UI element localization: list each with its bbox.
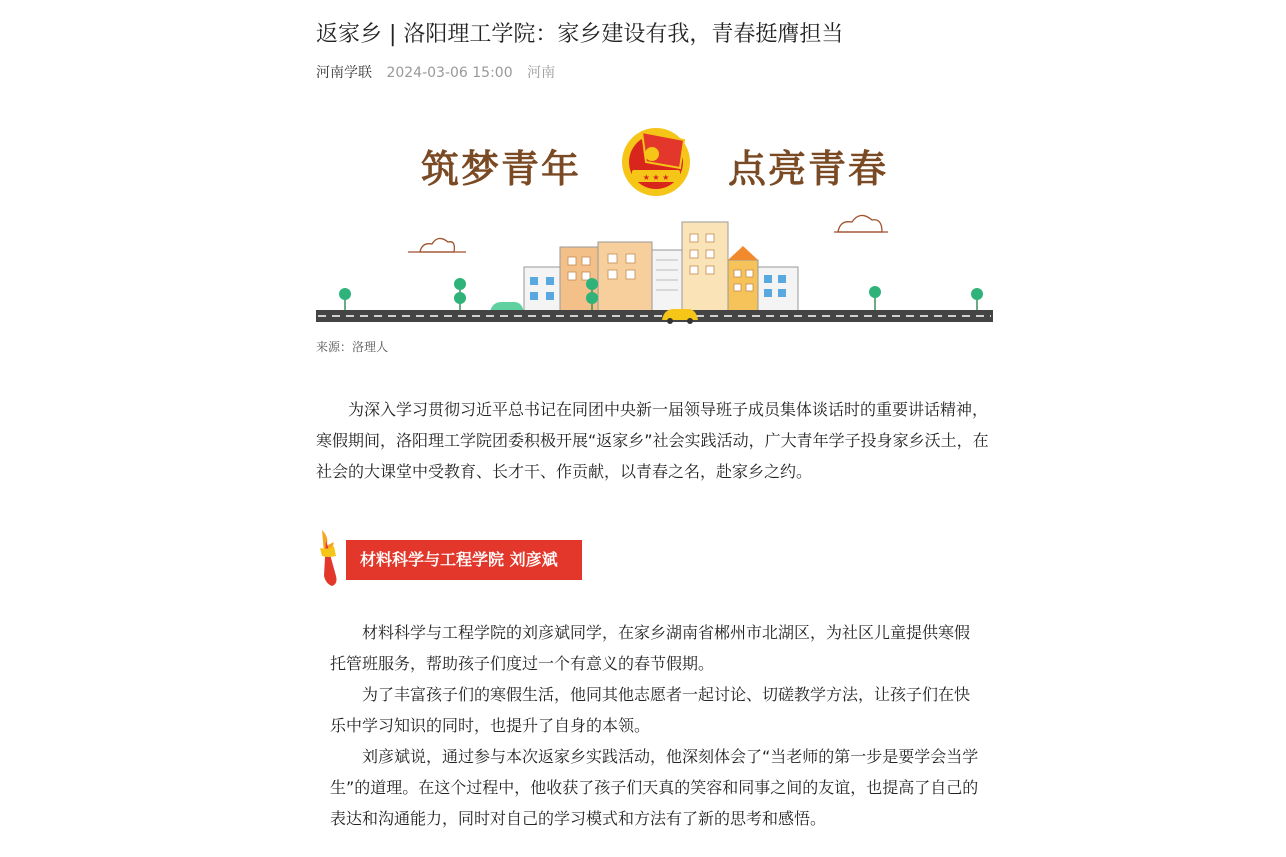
section-body xyxy=(330,617,980,834)
image-caption: 来源：洛理人 xyxy=(316,340,389,354)
publish-time: 2024-03-06 15:00 xyxy=(386,65,513,81)
author-link[interactable]: 河南学联 xyxy=(316,65,372,81)
banner-image xyxy=(316,112,993,327)
section-label: 材料科学与工程学院 刘彦斌 xyxy=(360,550,558,569)
banner-right-text: 点亮青春 xyxy=(728,147,889,191)
intro-paragraph: 为深入学习贯彻习近平总书记在同团中央新一届领导班子成员集体谈话时的重要讲话精神，寒假期间，洛阳理工学院团委积极开展“返家乡”社会实践活动，广大青年学子投身家乡沃土，在社会的大课堂中受教育、长才干、作贡献，以青春之名，赴家乡之约。 xyxy=(316,400,989,481)
region-label: 河南 xyxy=(527,65,556,81)
youth-league-emblem-icon xyxy=(622,128,690,196)
article-title: 返家乡 | 洛阳理工学院：家乡建设有我，青春挺膺担当 xyxy=(316,22,844,47)
torch-icon xyxy=(320,530,337,586)
svg-text:★ ★ ★: ★ ★ ★ xyxy=(642,173,670,182)
section-heading xyxy=(316,528,586,588)
body-paragraph: 刘彦斌说，通过参与本次返家乡实践活动，他深刻体会了“当老师的第一步是要学会当学生”的道理。在这个过程中，他收获了孩子们天真的笑容和同事之间的友谊，也提高了自己的表达和沟通能力，同时对自己的学习模式和方法有了新的思考和感悟。 xyxy=(330,747,979,828)
article-meta xyxy=(316,62,555,84)
body-paragraph: 为了丰富孩子们的寒假生活，他同其他志愿者一起讨论、切磋教学方法，让孩子们在快乐中学习知识的同时，也提升了自身的本领。 xyxy=(330,685,971,735)
body-paragraph: 材料科学与工程学院的刘彦斌同学，在家乡湖南省郴州市北湖区，为社区儿童提供寒假托管班服务，帮助孩子们度过一个有意义的春节假期。 xyxy=(330,623,971,673)
banner-left-text: 筑梦青年 xyxy=(421,147,582,191)
